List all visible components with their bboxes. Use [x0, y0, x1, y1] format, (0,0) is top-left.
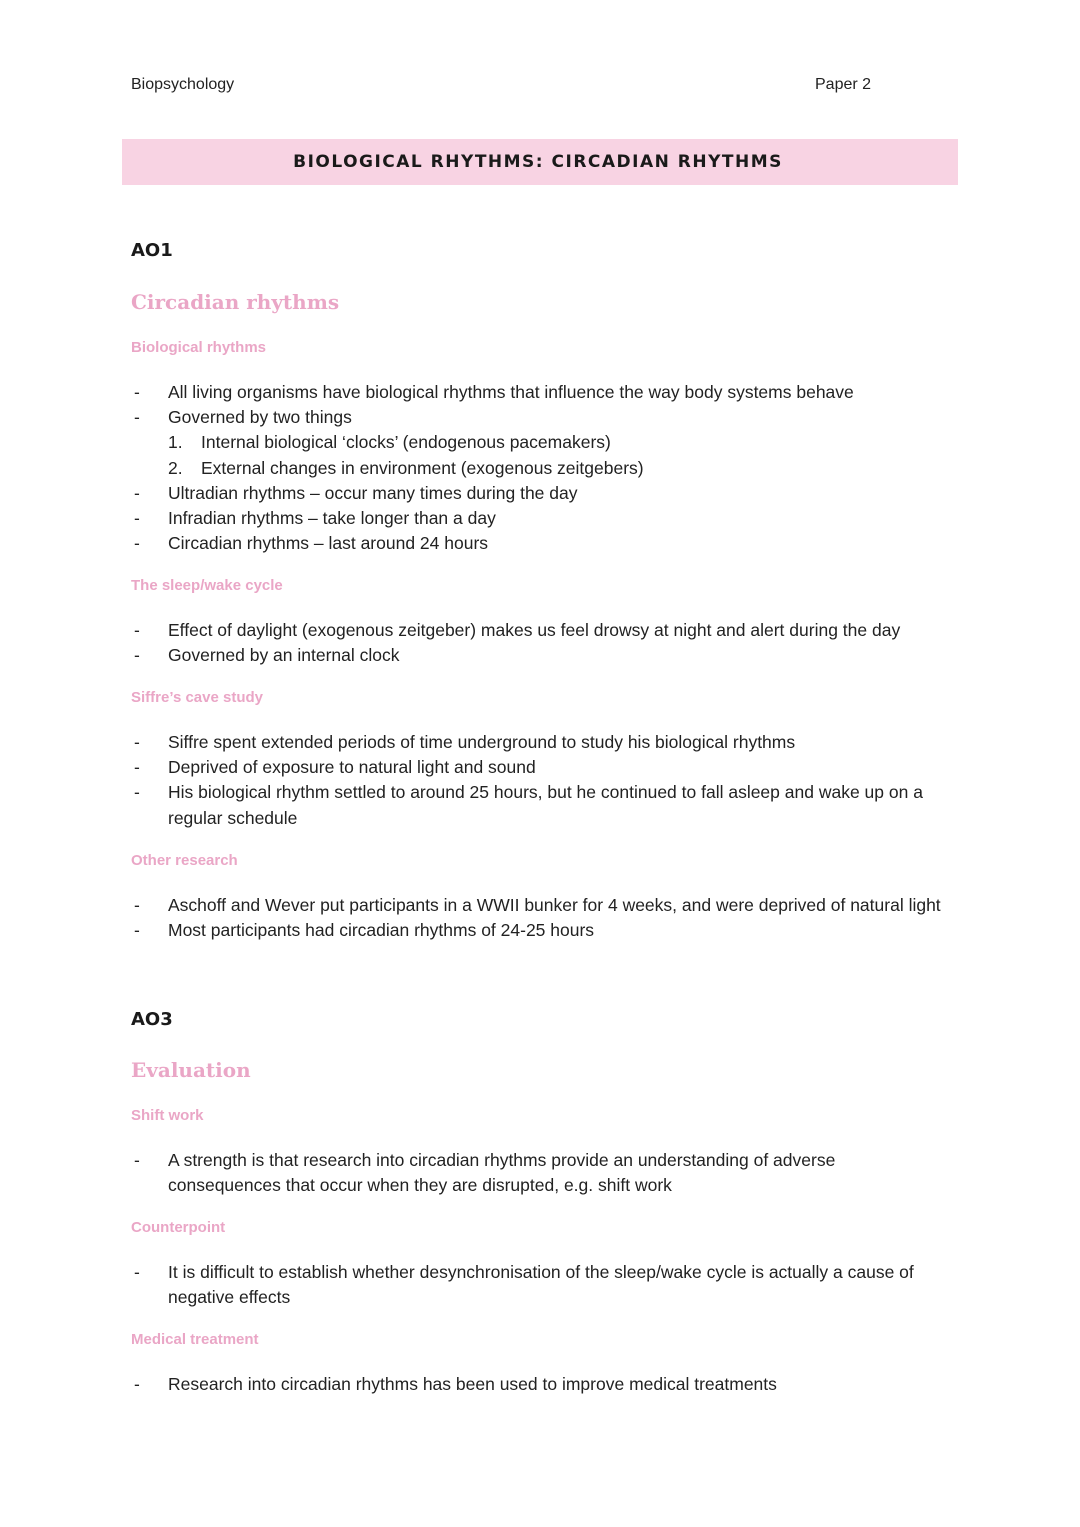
numbered-item: 2. External changes in environment (exogenous zeitgebers): [168, 457, 644, 478]
list-item: - Aschoff and Wever put participants in a WWII bunker for 4 weeks, and were deprived of natural light: [134, 895, 941, 915]
list-item: - Governed by an internal clock: [134, 645, 400, 666]
section-title-evaluation: Evaluation: [131, 1058, 251, 1082]
list-item: - Research into circadian rhythms has been used to improve medical treatments: [134, 1374, 777, 1394]
list-item: - All living organisms have biological rhythms that influence the way body systems behave: [134, 382, 854, 402]
list-item: - Most participants had circadian rhythms of 24-25 hours: [134, 920, 595, 941]
list-item: - A strength is that research into circadian rhythms provide an understanding of adverse consequences that occur when they are disrupted, e.g. shift work: [134, 1150, 836, 1196]
list-item: - Effect of daylight (exogenous zeitgeber) makes us feel drowsy at night and alert during the day: [134, 620, 901, 640]
list-item: - Siffre spent extended periods of time underground to study his biological rhythms: [134, 732, 796, 752]
sleep-wake-list: [131, 618, 961, 668]
shift-work-list: [131, 1148, 961, 1198]
list-item: - Circadian rhythms – last around 24 hours: [134, 533, 489, 554]
other-research-list: [131, 893, 961, 943]
ao3-label: AO3: [131, 1009, 173, 1030]
list-item: - Deprived of exposure to natural light and sound: [134, 757, 536, 778]
medical-treatment-list: [131, 1372, 961, 1397]
subheading-other-research: Other research: [131, 852, 238, 869]
page-title: BIOLOGICAL RHYTHMS: CIRCADIAN RHYTHMS: [293, 152, 783, 172]
list-item: - His biological rhythm settled to around 25 hours, but he continued to fall asleep and wake up on a regular schedule: [134, 782, 923, 828]
list-item: - Infradian rhythms – take longer than a day: [134, 508, 496, 529]
numbered-item: 1. Internal biological ‘clocks’ (endogenous pacemakers): [168, 432, 611, 453]
subheading-counterpoint: Counterpoint: [131, 1219, 226, 1236]
list-item: - It is difficult to establish whether desynchronisation of the sleep/wake cycle is actually a cause of negative effects: [134, 1262, 914, 1308]
counterpoint-list: [131, 1260, 961, 1310]
title-banner: [122, 139, 958, 185]
subheading-siffre: Siffre’s cave study: [131, 689, 264, 706]
section-title-circadian: Circadian rhythms: [131, 290, 340, 314]
list-item: - Governed by two things: [134, 407, 352, 428]
siffre-list: [131, 730, 961, 831]
header-paper: Paper 2: [815, 76, 872, 93]
header-subject: Biopsychology: [131, 76, 235, 93]
subheading-medical-treatment: Medical treatment: [131, 1331, 259, 1348]
ao1-label: AO1: [131, 240, 173, 261]
list-item: - Ultradian rhythms – occur many times during the day: [134, 482, 578, 503]
subheading-sleep-wake: The sleep/wake cycle: [131, 577, 283, 594]
biological-rhythms-list: [131, 380, 961, 556]
subheading-biological-rhythms: Biological rhythms: [131, 339, 267, 356]
subheading-shift-work: Shift work: [131, 1107, 204, 1124]
